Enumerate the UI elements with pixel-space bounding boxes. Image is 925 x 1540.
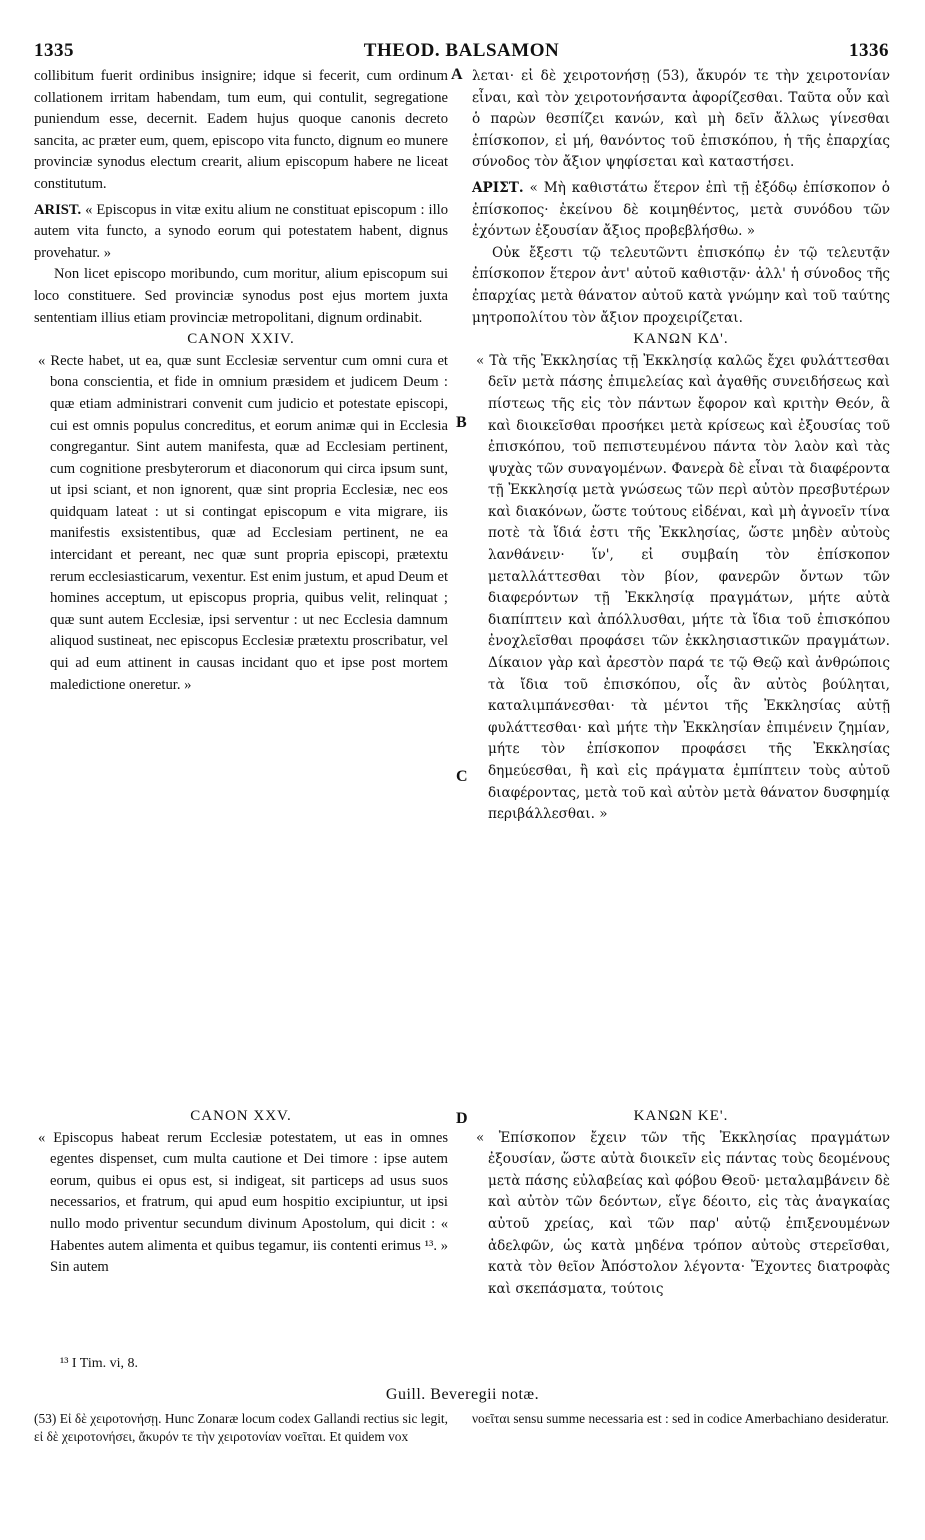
greek-column-upper <box>472 66 890 826</box>
latin-canon-25-text: « Episcopus habeat rerum Ecclesiæ potestatem, ut eas in omnes egentes dispenset, cum multa cautione et Dei timore : ipse autem eorum, quibus ei opus est, si indigeat, sit particeps ad usus suos necessarios, et fratrum, qui apud eum hospitio excipiuntur, ut ipsi nullo modo priventur secundum divinum Apostolum, qui dicit : « Habentes autem alimenta et quibus tegamur, iis contenti erimus ¹³. » Sin autem <box>38 1129 448 1276</box>
section-marker-d: D <box>456 1110 468 1127</box>
section-marker-a: A <box>451 66 463 83</box>
section-marker-c: C <box>456 768 468 785</box>
footnote: ¹³ I Tim. vi, 8. <box>60 1356 139 1371</box>
greek-canon-24-title: ΚΑΝΩΝ ΚΔ'. <box>633 331 729 348</box>
greek-canon-25-text: « Ἐπίσκοπον ἔχειν τῶν τῆς Ἐκκλησίας πραγμάτων ἐξουσίαν, ὥστε αὐτὰ διοικεῖν εἰς πάντας τοὺς δεομένους μετὰ πάσης εὐλαβείας καὶ φόβου Θεοῦ· μεταλαμβάνειν δὲ καὶ αὐτὸν τῶν δεόντων, εἴγε δέοιτο, εἰς τὰς ἀναγκαίας αὐτοῦ χρείας, καὶ τῶν παρ' αὐτῷ ἐπιξενουμένων ἀδελφῶν, ὡς κατὰ μηδένα τρόπον αὐτοὺς στερεῖσθαι, κατὰ τὸν θεῖον Ἀπόστολον λέγοντα· Ἔχοντες διατροφὰς καὶ σκεπάσματα, τούτοις <box>476 1129 890 1297</box>
latin-arist-block <box>34 200 448 265</box>
page-number-right: 1336 <box>849 40 889 61</box>
latin-canon-24-title: CANON XXIV. <box>187 331 295 348</box>
latin-arist-label: ARIST. <box>34 201 82 218</box>
page-number-left: 1335 <box>34 40 74 61</box>
greek-arist-label: ΑΡΙΣΤ. <box>472 179 524 196</box>
greek-column-lower <box>472 1106 890 1300</box>
latin-intro: collibitum fuerit ordinibus insignire; idque si fecerit, cum ordinum collationem irritam habendam, tum eum, qui contulit, segregatione puniendum esse, decernit. Eadem hujus quoque canonis decreto sancita, ac præter eum, quem, episcopo vita functo, dignum eo munere provinciæ synodus electum crearit, alium episcopum habere ne liceat constitutum. <box>34 68 448 192</box>
greek-canon-25-title: ΚΑΝΩΝ ΚΕ'. <box>633 1108 729 1124</box>
section-marker-b: B <box>456 414 467 431</box>
latin-column-lower <box>34 1106 448 1279</box>
latin-column-upper <box>34 66 448 696</box>
notes-title: Guill. Beveregii notæ. <box>385 1386 540 1403</box>
latin-canon-24-text: « Recte habet, ut ea, quæ sunt Ecclesiæ serventur cum omni cura et bona conscientia, et fide in omnium præsidem et judicem Deum : quæ etiam administrari convenit cum judicio et potestate episcopi, cui est omnis populus concreditus, et eorum animæ qui in Ecclesia congregantur. Sint autem manifesta, quæ ad Ecclesiam pertinent, cum cognitione presbyterorum et diaconorum qui circa ipsum sunt, ut ipsi sciant, et non ignorent, quæ sint propria Ecclesiæ, nec eos quidquam lateat : ut si contingat episcopum e vita migrare, iis manifestis exsistentibus, quæ ad Ecclesiam pertinent, ne ea intercidant et pereant, nec quæ sunt propria episcopi, prætextu rerum ecclesiasticarum, vexentur. Est enim justum, et apud Deum et homines acceptum, ut episcopus propria, quibus velit, relinquat ; quæ sunt autem Ecclesiæ, ipsi serventur : ut nec Ecclesia damnum aliquod sustineat, nec episcopus Ecclesiæ prætextu proscribatur, vel qui ad eum attinent in causas incidant quo et ipse post mortem maledictione oneretur. » <box>38 352 448 693</box>
greek-arist-text: « Μὴ καθιστάτω ἕτερον ἐπὶ τῇ ἐξόδῳ ἐπίσκοπον ὁ ἐπίσκοπος· ἐκείνου δὲ κοιμηθέντος, μετὰ συνόδου τῶν ἐχόντων ἐξουσίαν ἄξιος προβεβλήσθω. » <box>472 179 890 240</box>
latin-arist-text: « Episcopus in vitæ exitu alium ne constituat episcopum : illo autem vita functo, a synodo eorum qui potestatem habent, dignus provehatur. » <box>34 201 448 261</box>
note-right <box>472 1410 890 1428</box>
note-right-text: νοεῖται sensu summe necessaria est : sed in codice Amerbachiano desideratur. <box>472 1411 889 1426</box>
page-header <box>34 40 889 66</box>
latin-arist-comment: Non licet episcopo moribundo, cum moritur, alium episcopum sui loco constituere. Sed provinciæ synodus post ejus mortem juxta sententiam illius etiam provinciæ metropolitani, dignum ordinabit. <box>34 266 448 326</box>
running-title: THEOD. BALSAMON <box>363 40 560 61</box>
greek-arist-block <box>472 178 890 243</box>
note-left-text: (53) Εἰ δὲ χειροτονήσῃ. Hunc Zonaræ locum codex Gallandi rectius sic legit, εἰ δὲ χειροτονήσει, ἄκυρόν τε τὴν χειροτονίαν νοεῖται. Et quidem vox <box>34 1411 448 1444</box>
greek-arist-comment: Οὐκ ἔξεστι τῷ τελευτῶντι ἐπισκόπῳ ἐν τῷ τελευτᾷν ἐπίσκοπον ἕτερον ἀντ' αὐτοῦ καθιστᾷν· ἀλλ' ἡ σύνοδος τῆς ἐπαρχίας μετὰ θάνατον αὐτοῦ κατὰ γνώμην καὶ τοῦ ταύτης μητροπολίτου τὸν ἄξιον προχειρίζεται. <box>472 244 890 326</box>
note-left <box>34 1410 448 1446</box>
greek-canon-24-text: « Τὰ τῆς Ἐκκλησίας τῇ Ἐκκλησίᾳ καλῶς ἔχει φυλάττεσθαι δεῖν μετὰ πάσης ἐπιμελείας καὶ ἀγαθῆς συνειδήσεως καὶ πίστεως τῆς εἰς τὸν πάντων ἔφορον καὶ κριτὴν Θεόν, ἃ καὶ διοικεῖσθαι προσήκει μετὰ κρίσεως καὶ ἐξουσίας τοῦ ἐπισκόπου, τοῦ πεπιστευμένου πάντα τὸν λαὸν καὶ τὰς ψυχὰς τῶν συναγομένων. Φανερὰ δὲ εἶναι τὰ διαφέροντα τῇ Ἐκκλησίᾳ μετὰ γνώσεως τῶν περὶ αὐτὸν πρεσβυτέρων καὶ διακόνων, ὥστε τούτους εἰδέναι, καὶ μὴ ἀγνοεῖν τίνα ποτὲ τὰ ἴδιά ἐστι τῆς Ἐκκλησίας, ὥστε μηδὲν αὐτοὺς λανθάνειν· ἵν', εἰ συμβαίη τὸν ἐπίσκοπον μεταλλάττεσθαι τὸν βίον, φανερῶν ὄντων τῶν διαφερόντων τῇ Ἐκκλησίᾳ πραγμάτων, μήτε αὐτὰ διαπίπτειν καὶ ἀπόλλυσθαι, μήτε τὰ ἴδια τοῦ ἐπισκόπου ἐνοχλεῖσθαι προφάσει τῶν ἐκκλησιαστικῶν πραγμάτων. Δίκαιον γὰρ καὶ ἀρεστὸν παρά τε τῷ Θεῷ καὶ ἀνθρώποις τὰ ἴδια τοῦ ἐπισκόπου, οἷς ἂν αὐτὸς βούληται, καταλιμπάνεσθαι· τὰ μέντοι τῆς Ἐκκλησίας αὐτῇ φυλάττεσθαι· καὶ μήτε τὴν Ἐκκλησίαν ἐπιμένειν ζημίαν, μήτε τὸν ἐπίσκοπον προφάσει τῆς Ἐκκλησίας δημεύεσθαι, ἢ καὶ εἰς πράγματα ἐμπίπτειν τοὺς αὐτοῦ διαφέροντας, μετὰ τοῦ καὶ αὐτὸν μετὰ θάνατον δυσφημίᾳ περιβάλλεσθαι. » <box>476 352 890 823</box>
latin-canon-25-title: CANON XXV. <box>190 1108 292 1124</box>
greek-intro: λεται· εἰ δὲ χειροτονήσῃ (53), ἄκυρόν τε τὴν χειροτονίαν εἶναι, καὶ τὸν χειροτονήσαντα ἀφορίζεσθαι. Ταῦτα οὖν καὶ ὁ παρὼν θεσπίζει κανών, καὶ μὴ δεῖν ἄλλως γίνεσθαι ἐπίσκοπον, εἰ μή, θανόντος τοῦ ἐπισκόπου, ἡ τῆς ἐπαρχίας σύνοδος τὸν ἄξιον ψηφίσεται καὶ καταστήσει. <box>472 68 890 171</box>
